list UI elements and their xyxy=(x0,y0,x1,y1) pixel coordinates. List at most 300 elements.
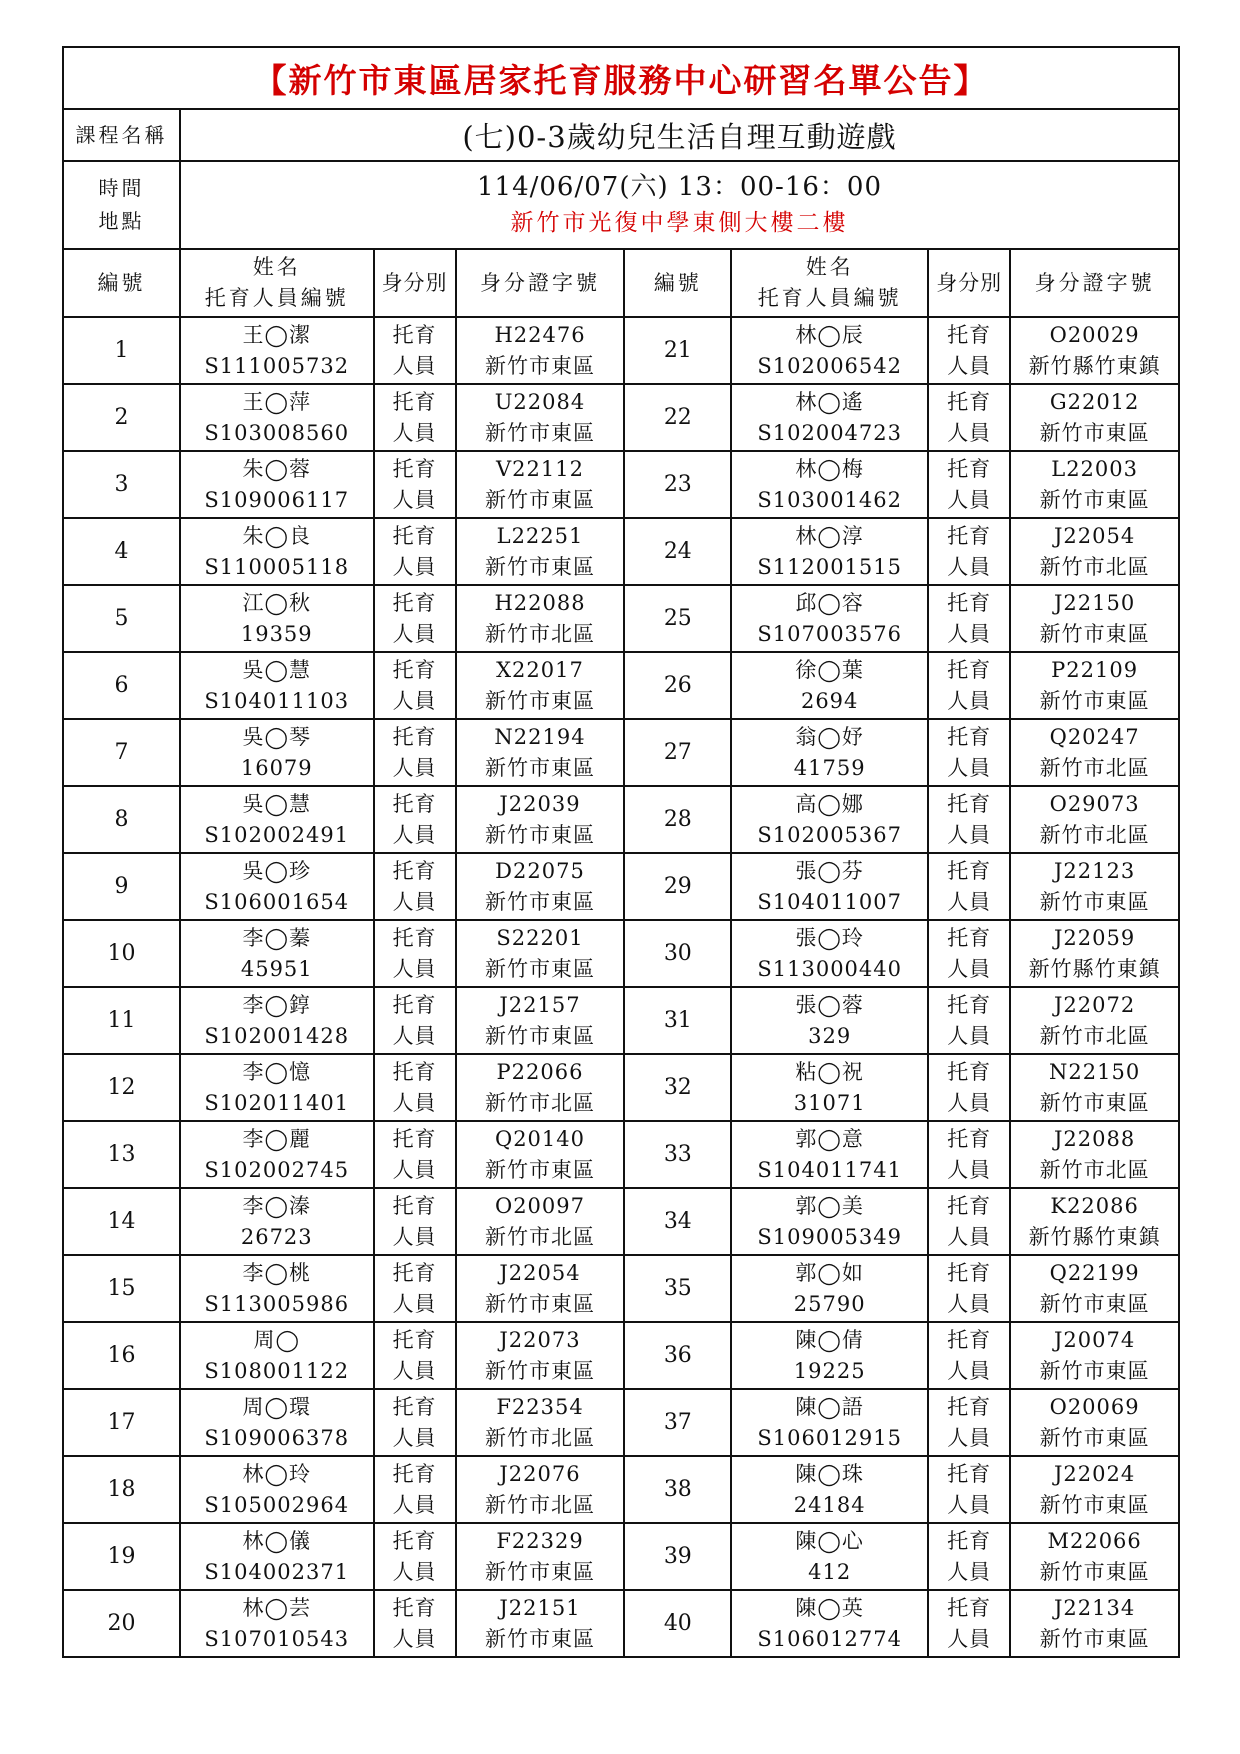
cell-name-code-line1: 吳◯珍 xyxy=(242,858,311,883)
cell-name-code-line2: S112001515 xyxy=(757,554,902,579)
cell-name-code-line2: S111005732 xyxy=(204,353,350,378)
cell-identity xyxy=(374,652,456,719)
cell-name-code-line1: 王◯萍 xyxy=(242,389,311,414)
cell-name-code-line1: 陳◯心 xyxy=(795,1528,864,1553)
cell-id-area-line2: 新竹市東區 xyxy=(1039,420,1150,445)
cell-identity-line1: 托育 xyxy=(947,1394,992,1419)
cell-name-code-line1: 粘◯祝 xyxy=(795,1059,864,1084)
cell-identity-line2: 人員 xyxy=(392,621,437,646)
cell-id-area-line1: U22084 xyxy=(494,389,586,414)
cell-identity-line1: 托育 xyxy=(392,724,437,749)
cell-identity-line2: 人員 xyxy=(392,1425,437,1450)
cell-name-code xyxy=(731,1322,928,1389)
table-row xyxy=(63,920,1179,987)
cell-name-code xyxy=(731,1456,928,1523)
cell-id-area xyxy=(1010,1054,1179,1121)
table-row xyxy=(63,585,1179,652)
cell-identity-line1: 托育 xyxy=(392,322,437,347)
place-label: 地點 xyxy=(98,209,145,233)
cell-identity-line1: 托育 xyxy=(392,1260,437,1285)
cell-id-area-line1: J22088 xyxy=(1054,1126,1136,1151)
cell-name-code xyxy=(731,384,928,451)
cell-id-area-line2: 新竹市東區 xyxy=(1039,1291,1150,1316)
cell-name-code-line2: 25790 xyxy=(793,1291,866,1316)
cell-name-code-line1: 吳◯琴 xyxy=(242,724,311,749)
cell-id-area-line2: 新竹縣竹東鎮 xyxy=(1028,1224,1161,1249)
cell-number: 35 xyxy=(624,1255,731,1322)
cell-id-area-line1: H22088 xyxy=(494,590,586,615)
header-name-line2: 托育人員編號 xyxy=(757,286,902,310)
cell-id-area-line2: 新竹市東區 xyxy=(485,1626,595,1651)
cell-id-area xyxy=(456,920,625,987)
cell-identity-line2: 人員 xyxy=(947,1358,992,1383)
cell-number: 30 xyxy=(624,920,731,987)
cell-identity-line1: 托育 xyxy=(947,791,992,816)
cell-id-area-line1: L22003 xyxy=(1051,456,1138,481)
cell-identity-line1: 托育 xyxy=(947,1595,992,1620)
cell-id-area xyxy=(1010,652,1179,719)
header-name-line1: 姓名 xyxy=(252,255,301,279)
cell-id-area-line2: 新竹市東區 xyxy=(485,688,595,713)
cell-name-code-line2: S109005349 xyxy=(757,1224,902,1249)
cell-number: 13 xyxy=(63,1121,180,1188)
cell-name-code-line2: S102001428 xyxy=(204,1023,350,1048)
cell-identity-line1: 托育 xyxy=(947,1528,992,1553)
cell-number: 27 xyxy=(624,719,731,786)
cell-id-area-line1: J20074 xyxy=(1054,1327,1136,1352)
cell-name-code xyxy=(731,1590,928,1657)
cell-id-area-line2: 新竹市東區 xyxy=(1039,1090,1150,1115)
cell-name-code-line2: S104011103 xyxy=(204,688,350,713)
cell-identity-line1: 托育 xyxy=(392,1595,437,1620)
cell-identity-line2: 人員 xyxy=(947,1157,992,1182)
cell-name-code xyxy=(180,1456,374,1523)
cell-id-area-line1: S22201 xyxy=(496,925,584,950)
table-row xyxy=(63,518,1179,585)
cell-id-area-line2: 新竹市東區 xyxy=(485,755,595,780)
cell-number: 12 xyxy=(63,1054,180,1121)
cell-name-code xyxy=(180,719,374,786)
cell-id-area-line2: 新竹市東區 xyxy=(485,353,595,378)
cell-id-area-line1: J22157 xyxy=(499,992,581,1017)
cell-name-code-line2: S109006378 xyxy=(204,1425,350,1450)
cell-name-code-line1: 李◯溱 xyxy=(242,1193,311,1218)
cell-name-code xyxy=(731,1389,928,1456)
cell-identity-line2: 人員 xyxy=(947,956,992,981)
cell-identity-line2: 人員 xyxy=(947,822,992,847)
cell-identity-line2: 人員 xyxy=(947,1626,992,1651)
cell-identity-line1: 托育 xyxy=(947,1059,992,1084)
cell-identity-line1: 托育 xyxy=(947,1461,992,1486)
header-name-line1: 姓名 xyxy=(805,255,854,279)
cell-id-area-line2: 新竹市東區 xyxy=(485,1023,595,1048)
cell-name-code xyxy=(731,518,928,585)
cell-id-area-line2: 新竹市東區 xyxy=(1039,621,1150,646)
cell-id-area-line2: 新竹市北區 xyxy=(485,1224,595,1249)
cell-identity-line2: 人員 xyxy=(392,353,437,378)
cell-name-code-line1: 郭◯美 xyxy=(795,1193,864,1218)
cell-name-code-line2: S107003576 xyxy=(757,621,902,646)
cell-id-area-line2: 新竹市北區 xyxy=(485,1425,595,1450)
cell-name-code xyxy=(180,518,374,585)
cell-identity-line1: 托育 xyxy=(947,1193,992,1218)
cell-id-area-line1: J22150 xyxy=(1054,590,1136,615)
cell-id-area-line1: K22086 xyxy=(1050,1193,1139,1218)
cell-name-code-line1: 陳◯倩 xyxy=(795,1327,864,1352)
cell-number: 2 xyxy=(63,384,180,451)
cell-name-code-line2: S113005986 xyxy=(204,1291,350,1316)
cell-id-area xyxy=(456,1121,625,1188)
cell-name-code-line1: 朱◯良 xyxy=(242,523,311,548)
cell-identity-line2: 人員 xyxy=(947,889,992,914)
cell-id-area xyxy=(1010,1523,1179,1590)
cell-id-area-line1: O20097 xyxy=(494,1193,586,1218)
course-row xyxy=(63,109,1179,161)
place-text: 新竹市光復中學東側大樓二樓 xyxy=(510,210,849,236)
title-row xyxy=(63,47,1179,109)
cell-id-area-line1: Q20247 xyxy=(1049,724,1140,749)
cell-identity xyxy=(374,451,456,518)
cell-identity xyxy=(374,1590,456,1657)
cell-identity-line2: 人員 xyxy=(947,554,992,579)
cell-name-code-line2: S102011401 xyxy=(204,1090,350,1115)
cell-id-area-line2: 新竹市東區 xyxy=(1039,1492,1150,1517)
cell-id-area-line2: 新竹縣竹東鎮 xyxy=(1028,353,1161,378)
cell-id-area-line2: 新竹市東區 xyxy=(1039,1425,1150,1450)
cell-identity-line1: 托育 xyxy=(947,657,992,682)
cell-id-area-line1: N22150 xyxy=(1049,1059,1141,1084)
cell-id-area-line2: 新竹市北區 xyxy=(485,1090,595,1115)
cell-identity-line1: 托育 xyxy=(392,1126,437,1151)
cell-name-code-line2: 45951 xyxy=(240,956,313,981)
cell-identity xyxy=(928,1188,1010,1255)
cell-identity-line1: 托育 xyxy=(392,1394,437,1419)
cell-name-code xyxy=(731,585,928,652)
cell-id-area-line2: 新竹市東區 xyxy=(485,822,595,847)
cell-name-code-line1: 王◯潔 xyxy=(242,322,311,347)
cell-id-area xyxy=(1010,920,1179,987)
cell-identity xyxy=(928,317,1010,384)
cell-name-code xyxy=(731,451,928,518)
cell-name-code-line1: 林◯梅 xyxy=(795,456,864,481)
cell-name-code-line1: 吳◯慧 xyxy=(242,791,311,816)
cell-number: 17 xyxy=(63,1389,180,1456)
cell-name-code-line1: 陳◯英 xyxy=(795,1595,864,1620)
cell-name-code xyxy=(731,317,928,384)
cell-identity-line2: 人員 xyxy=(392,1492,437,1517)
cell-id-area xyxy=(1010,1255,1179,1322)
cell-id-area-line1: N22194 xyxy=(494,724,586,749)
cell-number: 10 xyxy=(63,920,180,987)
cell-identity xyxy=(928,1054,1010,1121)
cell-id-area-line1: L22251 xyxy=(496,523,584,548)
cell-number: 22 xyxy=(624,384,731,451)
cell-name-code-line1: 李◯蓁 xyxy=(242,925,311,950)
page-title: 【新竹市東區居家托育服務中心研習名單公告】 xyxy=(63,47,1179,109)
cell-id-area-line1: J22123 xyxy=(1054,858,1136,883)
cell-identity-line1: 托育 xyxy=(947,1260,992,1285)
cell-id-area-line2: 新竹市東區 xyxy=(1039,1559,1150,1584)
cell-id-area-line1: X22017 xyxy=(496,657,584,682)
cell-id-area-line1: J22054 xyxy=(499,1260,581,1285)
cell-name-code-line2: 19225 xyxy=(793,1358,866,1383)
cell-name-code-line2: S107010543 xyxy=(204,1626,350,1651)
cell-number: 1 xyxy=(63,317,180,384)
cell-name-code xyxy=(731,1255,928,1322)
table-row xyxy=(63,1054,1179,1121)
cell-name-code-line1: 陳◯語 xyxy=(795,1394,864,1419)
cell-name-code xyxy=(731,987,928,1054)
cell-id-area-line2: 新竹市北區 xyxy=(485,621,595,646)
cell-id-area xyxy=(1010,518,1179,585)
table-row xyxy=(63,786,1179,853)
cell-id-area-line1: J22059 xyxy=(1054,925,1136,950)
cell-number: 28 xyxy=(624,786,731,853)
cell-name-code-line1: 翁◯妤 xyxy=(795,724,864,749)
cell-identity-line1: 托育 xyxy=(947,858,992,883)
cell-identity-line2: 人員 xyxy=(392,889,437,914)
cell-identity xyxy=(374,719,456,786)
cell-id-area xyxy=(456,652,625,719)
cell-id-area xyxy=(1010,1456,1179,1523)
cell-name-code-line1: 朱◯蓉 xyxy=(242,456,311,481)
cell-number: 37 xyxy=(624,1389,731,1456)
cell-number: 5 xyxy=(63,585,180,652)
cell-name-code-line1: 吳◯慧 xyxy=(242,657,311,682)
cell-name-code-line2: S102005367 xyxy=(757,822,902,847)
cell-id-area-line1: J22072 xyxy=(1054,992,1136,1017)
cell-identity-line1: 托育 xyxy=(392,657,437,682)
cell-id-area-line1: O20069 xyxy=(1049,1394,1140,1419)
cell-identity-line2: 人員 xyxy=(392,1559,437,1584)
cell-id-area xyxy=(456,384,625,451)
cell-identity-line1: 托育 xyxy=(947,523,992,548)
cell-number: 3 xyxy=(63,451,180,518)
cell-id-area xyxy=(1010,786,1179,853)
cell-id-area xyxy=(1010,585,1179,652)
cell-name-code xyxy=(731,652,928,719)
schedule-label xyxy=(63,161,180,249)
header-name-left xyxy=(180,249,374,317)
cell-identity-line1: 托育 xyxy=(947,456,992,481)
cell-name-code xyxy=(180,853,374,920)
cell-name-code-line2: S110005118 xyxy=(204,554,350,579)
cell-name-code xyxy=(731,853,928,920)
cell-identity xyxy=(928,652,1010,719)
cell-identity-line2: 人員 xyxy=(947,1492,992,1517)
cell-id-area-line2: 新竹市東區 xyxy=(1039,889,1150,914)
cell-identity-line1: 托育 xyxy=(392,858,437,883)
cell-id-area-line2: 新竹市東區 xyxy=(485,487,595,512)
cell-id-area xyxy=(1010,1188,1179,1255)
cell-id-area-line1: J22134 xyxy=(1054,1595,1136,1620)
header-idcard-left: 身分證字號 xyxy=(456,249,625,317)
cell-identity-line2: 人員 xyxy=(947,621,992,646)
table-row xyxy=(63,1389,1179,1456)
cell-id-area-line2: 新竹市東區 xyxy=(485,889,595,914)
cell-id-area xyxy=(456,1188,625,1255)
table-row xyxy=(63,1188,1179,1255)
cell-identity-line1: 托育 xyxy=(947,1327,992,1352)
cell-identity-line1: 托育 xyxy=(392,1327,437,1352)
cell-id-area-line2: 新竹縣竹東鎮 xyxy=(1028,956,1161,981)
cell-identity-line1: 托育 xyxy=(392,1059,437,1084)
cell-identity-line1: 托育 xyxy=(392,456,437,481)
cell-id-area-line1: G22012 xyxy=(1049,389,1140,414)
cell-identity-line1: 托育 xyxy=(392,590,437,615)
cell-number: 29 xyxy=(624,853,731,920)
cell-identity-line1: 托育 xyxy=(392,523,437,548)
cell-name-code-line2: S102006542 xyxy=(757,353,902,378)
cell-number: 18 xyxy=(63,1456,180,1523)
cell-name-code-line2: 24184 xyxy=(793,1492,866,1517)
cell-number: 33 xyxy=(624,1121,731,1188)
cell-id-area xyxy=(456,317,625,384)
cell-id-area-line1: J22151 xyxy=(499,1595,581,1620)
cell-identity-line2: 人員 xyxy=(947,1425,992,1450)
cell-identity xyxy=(928,1389,1010,1456)
cell-name-code-line1: 林◯辰 xyxy=(795,322,864,347)
cell-identity-line2: 人員 xyxy=(392,1023,437,1048)
cell-name-code-line2: S103001462 xyxy=(757,487,902,512)
cell-identity-line1: 托育 xyxy=(947,724,992,749)
cell-id-area xyxy=(456,1456,625,1523)
cell-number: 4 xyxy=(63,518,180,585)
table-row xyxy=(63,451,1179,518)
course-label: 課程名稱 xyxy=(63,109,180,161)
cell-name-code-line2: S104011007 xyxy=(757,889,902,914)
cell-name-code xyxy=(180,317,374,384)
cell-id-area xyxy=(1010,987,1179,1054)
cell-identity xyxy=(374,518,456,585)
cell-identity-line2: 人員 xyxy=(947,1559,992,1584)
cell-id-area-line1: V22112 xyxy=(496,456,584,481)
cell-number: 8 xyxy=(63,786,180,853)
header-number-right: 編號 xyxy=(624,249,731,317)
datetime-text: 114/06/07(六) 13：00-16：00 xyxy=(477,172,882,202)
cell-name-code-line2: S102002745 xyxy=(204,1157,350,1182)
cell-id-area xyxy=(456,1322,625,1389)
cell-id-area xyxy=(1010,1590,1179,1657)
cell-id-area-line2: 新竹市東區 xyxy=(485,1559,595,1584)
cell-identity xyxy=(374,1322,456,1389)
cell-identity-line2: 人員 xyxy=(947,755,992,780)
cell-name-code-line1: 李◯憶 xyxy=(242,1059,311,1084)
cell-id-area xyxy=(456,518,625,585)
cell-identity xyxy=(374,384,456,451)
cell-identity xyxy=(928,384,1010,451)
cell-id-area xyxy=(456,853,625,920)
cell-identity-line2: 人員 xyxy=(947,688,992,713)
table-row xyxy=(63,1523,1179,1590)
cell-name-code xyxy=(731,1523,928,1590)
cell-identity-line2: 人員 xyxy=(392,688,437,713)
cell-id-area-line2: 新竹市東區 xyxy=(1039,487,1150,512)
cell-identity xyxy=(374,1255,456,1322)
cell-name-code xyxy=(180,1590,374,1657)
cell-name-code xyxy=(180,1523,374,1590)
cell-name-code xyxy=(180,920,374,987)
cell-id-area-line1: J22076 xyxy=(499,1461,581,1486)
cell-name-code xyxy=(731,1121,928,1188)
cell-identity-line2: 人員 xyxy=(392,1224,437,1249)
cell-id-area-line2: 新竹市北區 xyxy=(1039,755,1150,780)
cell-identity xyxy=(928,1590,1010,1657)
cell-id-area-line2: 新竹市北區 xyxy=(1039,1157,1150,1182)
cell-id-area-line2: 新竹市東區 xyxy=(485,1358,595,1383)
cell-identity-line1: 托育 xyxy=(947,322,992,347)
cell-name-code-line2: S108001122 xyxy=(204,1358,350,1383)
cell-number: 7 xyxy=(63,719,180,786)
header-identity-right: 身分別 xyxy=(928,249,1010,317)
cell-identity-line1: 托育 xyxy=(947,389,992,414)
cell-name-code xyxy=(731,1054,928,1121)
cell-name-code-line2: 329 xyxy=(808,1023,852,1048)
cell-name-code xyxy=(180,1054,374,1121)
cell-identity xyxy=(928,1121,1010,1188)
cell-name-code-line2: S105002964 xyxy=(204,1492,350,1517)
cell-id-area xyxy=(1010,1389,1179,1456)
cell-name-code xyxy=(180,987,374,1054)
cell-identity-line2: 人員 xyxy=(392,554,437,579)
cell-name-code-line2: S109006117 xyxy=(204,487,350,512)
cell-id-area-line1: M22066 xyxy=(1047,1528,1142,1553)
table-row xyxy=(63,853,1179,920)
cell-name-code-line2: S103008560 xyxy=(204,420,350,445)
cell-id-area-line2: 新竹市東區 xyxy=(1039,1358,1150,1383)
training-roster-table xyxy=(62,46,1180,1658)
cell-id-area-line2: 新竹市東區 xyxy=(485,956,595,981)
cell-id-area xyxy=(1010,719,1179,786)
schedule-value xyxy=(180,161,1179,249)
cell-number: 31 xyxy=(624,987,731,1054)
cell-name-code-line1: 郭◯意 xyxy=(795,1126,864,1151)
cell-id-area xyxy=(1010,1322,1179,1389)
cell-name-code-line2: S106012915 xyxy=(757,1425,902,1450)
header-name-right xyxy=(731,249,928,317)
cell-identity xyxy=(928,1255,1010,1322)
cell-name-code-line2: S104002371 xyxy=(204,1559,350,1584)
cell-name-code-line2: S106012774 xyxy=(757,1626,902,1651)
cell-number: 24 xyxy=(624,518,731,585)
table-row xyxy=(63,1590,1179,1657)
cell-number: 16 xyxy=(63,1322,180,1389)
cell-identity xyxy=(928,451,1010,518)
cell-identity xyxy=(928,585,1010,652)
cell-id-area-line2: 新竹市東區 xyxy=(1039,688,1150,713)
cell-id-area-line2: 新竹市東區 xyxy=(485,1291,595,1316)
cell-identity-line1: 托育 xyxy=(392,1528,437,1553)
cell-name-code-line2: 2694 xyxy=(800,688,859,713)
cell-id-area-line1: P22066 xyxy=(496,1059,584,1084)
cell-number: 6 xyxy=(63,652,180,719)
cell-name-code-line1: 周◯ xyxy=(253,1327,300,1352)
cell-number: 21 xyxy=(624,317,731,384)
cell-identity xyxy=(374,920,456,987)
cell-identity-line1: 托育 xyxy=(947,590,992,615)
course-name: (七)0-3歲幼兒生活自理互動遊戲 xyxy=(180,109,1179,161)
cell-id-area-line2: 新竹市東區 xyxy=(1039,1626,1150,1651)
cell-id-area-line1: D22075 xyxy=(495,858,585,883)
cell-name-code xyxy=(180,1389,374,1456)
cell-identity-line2: 人員 xyxy=(947,487,992,512)
cell-id-area xyxy=(1010,1121,1179,1188)
cell-name-code-line1: 林◯淳 xyxy=(795,523,864,548)
cell-name-code-line2: S102004723 xyxy=(757,420,902,445)
cell-name-code-line2: 412 xyxy=(808,1559,852,1584)
cell-identity-line2: 人員 xyxy=(392,1358,437,1383)
cell-name-code-line2: S102002491 xyxy=(204,822,350,847)
